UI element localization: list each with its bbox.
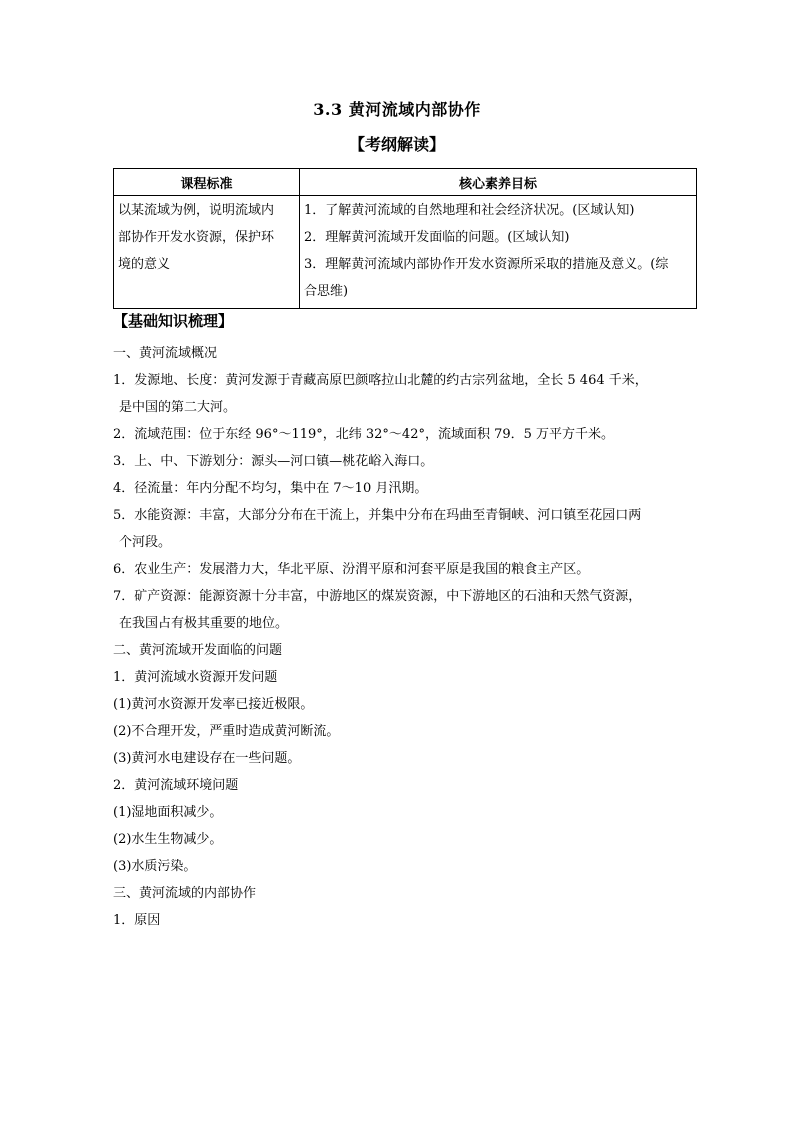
standard-line: 部协作开发水资源，保护环 [118, 230, 275, 245]
body-line: (2)水生生物减少。 [113, 832, 223, 847]
page-title: 3.3 黄河流域内部协作 [313, 100, 481, 119]
body-line: 个河段。 [119, 535, 172, 550]
goal-line: 合思维) [304, 284, 349, 299]
document-body [113, 340, 693, 934]
body-line: 5．水能资源：丰富，大部分分布在干流上，并集中分布在玛曲至青铜峡、河口镇至花园口两 [113, 508, 642, 523]
body-line: 7．矿产资源：能源资源十分丰富，中游地区的煤炭资源，中下游地区的石油和天然气资源， [113, 589, 642, 604]
body-line: (2)不合理开发，严重时造成黄河断流。 [113, 724, 340, 739]
body-line: (3)水质污染。 [113, 859, 197, 874]
body-line: (1)湿地面积减少。 [113, 805, 223, 820]
body-line: 2．黄河流域环境问题 [113, 778, 239, 793]
goal-line: 3．理解黄河流域内部协作开发水资源所采取的措施及意义。(综 [304, 257, 669, 272]
core-goal-cell [300, 196, 697, 309]
section-heading: 二、黄河流域开发面临的问题 [113, 643, 283, 658]
exam-outline-heading: 【考纲解读】 [348, 135, 445, 154]
header-curriculum-standard: 课程标准 [114, 169, 300, 196]
curriculum-standard-cell [114, 196, 300, 309]
body-line: 3．上、中、下游划分：源头—河口镇—桃花峪入海口。 [113, 454, 434, 469]
body-line: 1．黄河流域水资源开发问题 [113, 670, 278, 685]
standard-line: 境的意义 [118, 257, 171, 272]
body-line: 2．流域范围：位于东经 96°～119°，北纬 32°～42°，流域面积 79．5 万平方千米。 [113, 427, 615, 442]
header-core-literacy-goal: 核心素养目标 [300, 169, 697, 196]
body-line: 1．原因 [113, 913, 161, 928]
table-header-row [114, 169, 697, 196]
standard-line: 以某流域为例，说明流域内 [118, 203, 275, 218]
curriculum-table [113, 168, 697, 309]
goal-line: 1．了解黄河流域的自然地理和社会经济状况。(区域认知) [304, 203, 635, 218]
body-line: 是中国的第二大河。 [119, 400, 237, 415]
basic-knowledge-heading: 【基础知识梳理】 [113, 312, 234, 330]
goal-line: 2．理解黄河流域开发面临的问题。(区域认知) [304, 230, 570, 245]
body-line: 在我国占有极其重要的地位。 [119, 616, 289, 631]
body-line: 4．径流量：年内分配不均匀，集中在 7～10 月汛期。 [113, 481, 428, 496]
table-row [114, 196, 697, 309]
body-line: 1．发源地、长度：黄河发源于青藏高原巴颜喀拉山北麓的约古宗列盆地，全长 5 464 千米， [113, 373, 648, 388]
body-line: (3)黄河水电建设存在一些问题。 [113, 751, 301, 766]
section-heading: 三、黄河流域的内部协作 [113, 886, 257, 901]
body-line: (1)黄河水资源开发率已接近极限。 [113, 697, 314, 712]
body-line: 6．农业生产：发展潜力大，华北平原、汾渭平原和河套平原是我国的粮食主产区。 [113, 562, 590, 577]
section-heading: 一、黄河流域概况 [113, 346, 218, 361]
